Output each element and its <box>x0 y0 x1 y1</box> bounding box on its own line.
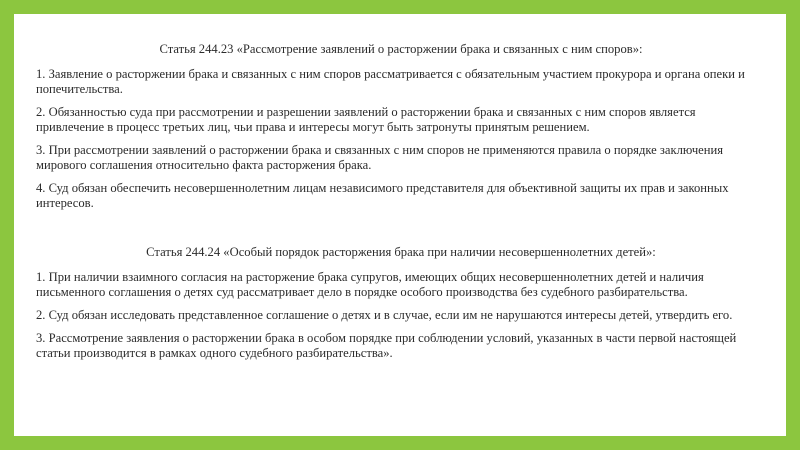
slide-page <box>14 14 786 436</box>
article-244-23-title: Статья 244.23 «Рассмотрение заявлений о расторжении брака и связанных с ним споров»: <box>159 42 643 56</box>
article-244-23-paragraph-2: 2. Обязанностью суда при рассмотрении и разрешении заявлений о расторжении брака и связанных с ним споров является привлечение в процесс третьих лиц, чьи права и интересы могут быть затронуты принятым решением. <box>36 105 696 134</box>
article-244-23-paragraph-1: 1. Заявление о расторжении брака и связанных с ним споров рассматривается с обязательным участием прокурора и органа опеки и попечительства. <box>36 67 745 96</box>
article-244-24-paragraph-3: 3. Рассмотрение заявления о расторжении брака в особом порядке при соблюдении условий, указанных в части первой настоящей статьи производится в рамках одного судебного разбирательства». <box>36 331 737 360</box>
article-244-24-paragraph-1: 1. При наличии взаимного согласия на расторжение брака супругов, имеющих общих несовершеннолетних детей и наличия письменного соглашения о детях суд рассматривает дело в порядке особого производства без судебного разбирательства. <box>36 270 704 299</box>
article-244-24-paragraph-2: 2. Суд обязан исследовать представленное соглашение о детях и в случае, если им не нарушаются интересы детей, утвердить его. <box>36 308 733 322</box>
article-244-23-paragraph-3: 3. При рассмотрении заявлений о расторжении брака и связанных с ним споров не применяются правила о порядке заключения мирового соглашения относительно факта расторжения брака. <box>36 143 724 172</box>
article-244-23-paragraph-4: 4. Суд обязан обеспечить несовершеннолетним лицам независимого представителя для объективной защиты их прав и законных интересов. <box>36 181 729 210</box>
article-244-24-title: Статья 244.24 «Особый порядок расторжения брака при наличии несовершеннолетних детей»: <box>146 245 656 259</box>
section-spacer <box>36 219 766 245</box>
